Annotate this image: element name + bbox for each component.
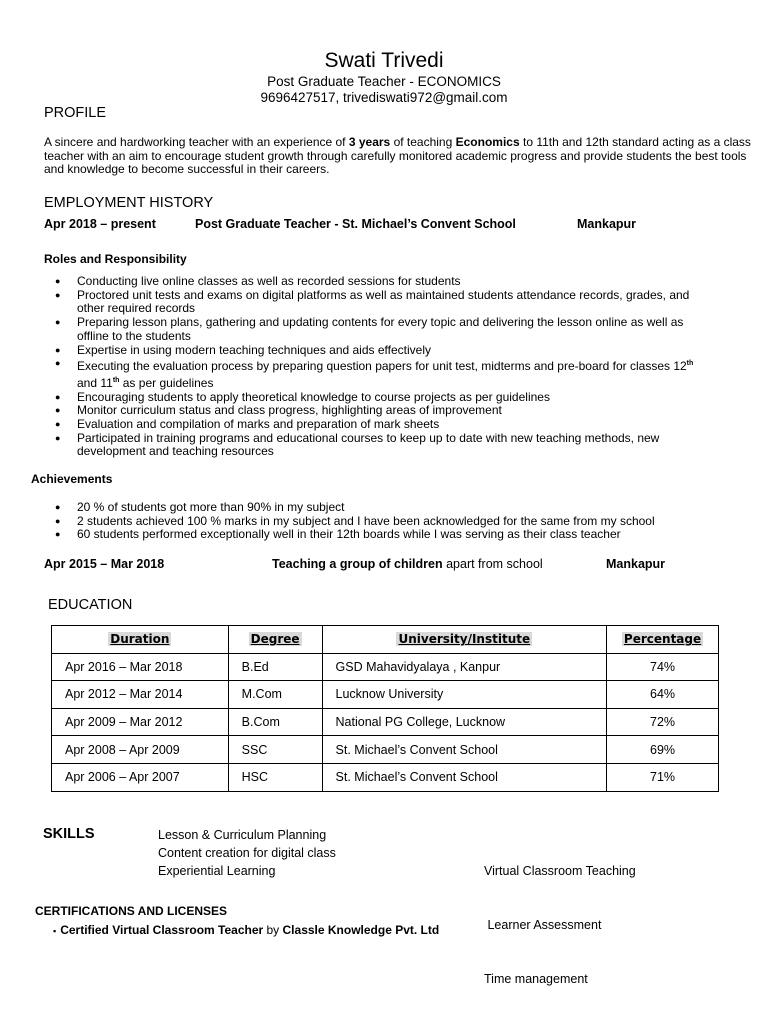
profile-summary bbox=[44, 136, 764, 177]
candidate-subtitle: Post Graduate Teacher - ECONOMICS bbox=[267, 74, 501, 89]
table-cell: 74% bbox=[607, 653, 719, 681]
job2-role bbox=[272, 557, 543, 571]
achievements-list-container bbox=[44, 501, 744, 542]
list-item: ● Preparing lesson plans, gathering and updating contents for every topic and delivering the lesson online as well as offline to the students bbox=[44, 316, 744, 343]
list-item: ● 2 students achieved 100 % marks in my subject and I have been acknowledged for the same from my school bbox=[44, 515, 744, 529]
column-header bbox=[228, 626, 322, 654]
list-item: ● Encouraging students to apply theoretical knowledge to course projects as per guidelines bbox=[44, 391, 744, 405]
roles-list-container bbox=[44, 275, 744, 459]
skills-heading: SKILLS bbox=[43, 826, 95, 842]
list-item: ● Evaluation and compilation of marks and preparation of mark sheets bbox=[44, 418, 744, 432]
table-cell: SSC bbox=[228, 736, 322, 764]
table-cell: Apr 2012 – Mar 2014 bbox=[52, 681, 229, 709]
eval-text: Executing the evaluation process by preparing question papers for unit test, midterms and pre-board for classes 12 bbox=[77, 359, 687, 374]
profile-heading: PROFILE bbox=[44, 105, 107, 121]
job1-role: Post Graduate Teacher - St. Michael’s Convent School bbox=[195, 217, 516, 231]
education-heading: EDUCATION bbox=[48, 597, 133, 613]
certification-item bbox=[53, 923, 439, 938]
list-item: ● Monitor curriculum status and class progress, highlighting areas of improvement bbox=[44, 404, 744, 418]
table-row bbox=[52, 708, 719, 736]
skills-left-column bbox=[158, 826, 336, 880]
roles-heading: Roles and Responsibility bbox=[44, 252, 187, 266]
achievements-list bbox=[44, 501, 744, 542]
job1-location: Mankapur bbox=[577, 217, 637, 231]
profile-years: 3 years bbox=[348, 135, 391, 149]
skills-right-column bbox=[484, 826, 636, 1006]
job2-role-title: Teaching a group of children bbox=[272, 557, 443, 571]
table-cell: Lucknow University bbox=[322, 681, 607, 709]
eval-text: as per guidelines bbox=[119, 375, 214, 390]
skill-item: Experiential Learning bbox=[158, 864, 276, 878]
certification-by: by bbox=[263, 923, 283, 937]
profile-text-part: A sincere and hardworking teacher with an experience of bbox=[44, 135, 349, 149]
eval-sup: th bbox=[686, 360, 694, 368]
table-cell: Apr 2016 – Mar 2018 bbox=[52, 653, 229, 681]
table-cell: Apr 2006 – Apr 2007 bbox=[52, 763, 229, 791]
table-row bbox=[52, 763, 719, 791]
table-cell: M.Com bbox=[228, 681, 322, 709]
job1-dates: Apr 2018 – present bbox=[44, 217, 156, 231]
table-row bbox=[52, 736, 719, 764]
table-cell: Apr 2008 – Apr 2009 bbox=[52, 736, 229, 764]
skill-item: Content creation for digital class bbox=[158, 846, 336, 860]
certification-org: Classle Knowledge Pvt. Ltd bbox=[282, 923, 440, 937]
skill-item: Learner Assessment bbox=[484, 918, 602, 932]
job2-location: Mankapur bbox=[606, 557, 666, 571]
certification-name: Certified Virtual Classroom Teacher bbox=[60, 923, 264, 937]
profile-text-part: of teaching bbox=[390, 135, 456, 149]
table-cell: 72% bbox=[607, 708, 719, 736]
table-cell: B.Ed bbox=[228, 653, 322, 681]
header-text: University/Institute bbox=[398, 632, 531, 647]
table-cell: 71% bbox=[607, 763, 719, 791]
certifications-heading: CERTIFICATIONS AND LICENSES bbox=[35, 904, 228, 918]
column-header bbox=[52, 626, 229, 654]
table-header-row bbox=[52, 626, 719, 654]
list-item: ● 60 students performed exceptionally well in their 12th boards while I was serving as their class teacher bbox=[44, 528, 744, 542]
achievements-heading: Achievements bbox=[31, 472, 113, 486]
list-item: ● Conducting live online classes as well as recorded sessions for students bbox=[44, 275, 744, 289]
job2-role-rest: apart from school bbox=[442, 557, 543, 571]
eval-text: and 11 bbox=[77, 375, 113, 390]
skill-item: Lesson & Curriculum Planning bbox=[158, 828, 327, 842]
education-table bbox=[51, 625, 719, 792]
table-cell: HSC bbox=[228, 763, 322, 791]
header-text: Degree bbox=[250, 632, 300, 647]
list-item: ● Participated in training programs and educational courses to keep up to date with new teaching methods, new development and teaching resources bbox=[44, 432, 744, 459]
header-text: Percentage bbox=[623, 632, 702, 647]
job2-dates: Apr 2015 – Mar 2018 bbox=[44, 557, 165, 571]
table-cell: 64% bbox=[607, 681, 719, 709]
profile-text-part: to 11th and 12th standard acting as a class teacher with an aim to encourage student growth through carefully monitored academic progress and provide students the best tools and knowledge to become successful in their careers. bbox=[44, 135, 751, 177]
eval-sup: th bbox=[112, 376, 120, 384]
table-cell: 69% bbox=[607, 736, 719, 764]
table-cell: St. Michael’s Convent School bbox=[322, 763, 607, 791]
table-row bbox=[52, 653, 719, 681]
table-cell: GSD Mahavidyalaya , Kanpur bbox=[322, 653, 607, 681]
table-cell: Apr 2009 – Mar 2012 bbox=[52, 708, 229, 736]
header-text: Duration bbox=[110, 632, 170, 647]
list-item: ● Proctored unit tests and exams on digital platforms as well as maintained students attendance records, grades, and other required records bbox=[44, 289, 744, 316]
profile-subject: Economics bbox=[455, 135, 520, 149]
list-item: ● 20 % of students got more than 90% in my subject bbox=[44, 501, 744, 515]
roles-list bbox=[44, 275, 744, 459]
skill-item: Time management bbox=[484, 972, 588, 986]
list-item: ● Expertise in using modern teaching techniques and aids effectively bbox=[44, 344, 744, 358]
candidate-name: Swati Trivedi bbox=[324, 49, 444, 72]
table-cell: B.Com bbox=[228, 708, 322, 736]
column-header bbox=[322, 626, 607, 654]
table-row bbox=[52, 681, 719, 709]
contact-info: 9696427517, trivediswati972@gmail.com bbox=[260, 90, 508, 105]
square-bullet-icon: ▪ bbox=[53, 926, 57, 936]
list-item bbox=[44, 357, 744, 390]
employment-heading: EMPLOYMENT HISTORY bbox=[44, 195, 214, 211]
skill-item: Virtual Classroom Teaching bbox=[484, 864, 636, 878]
column-header bbox=[607, 626, 719, 654]
table-cell: National PG College, Lucknow bbox=[322, 708, 607, 736]
table-cell: St. Michael’s Convent School bbox=[322, 736, 607, 764]
